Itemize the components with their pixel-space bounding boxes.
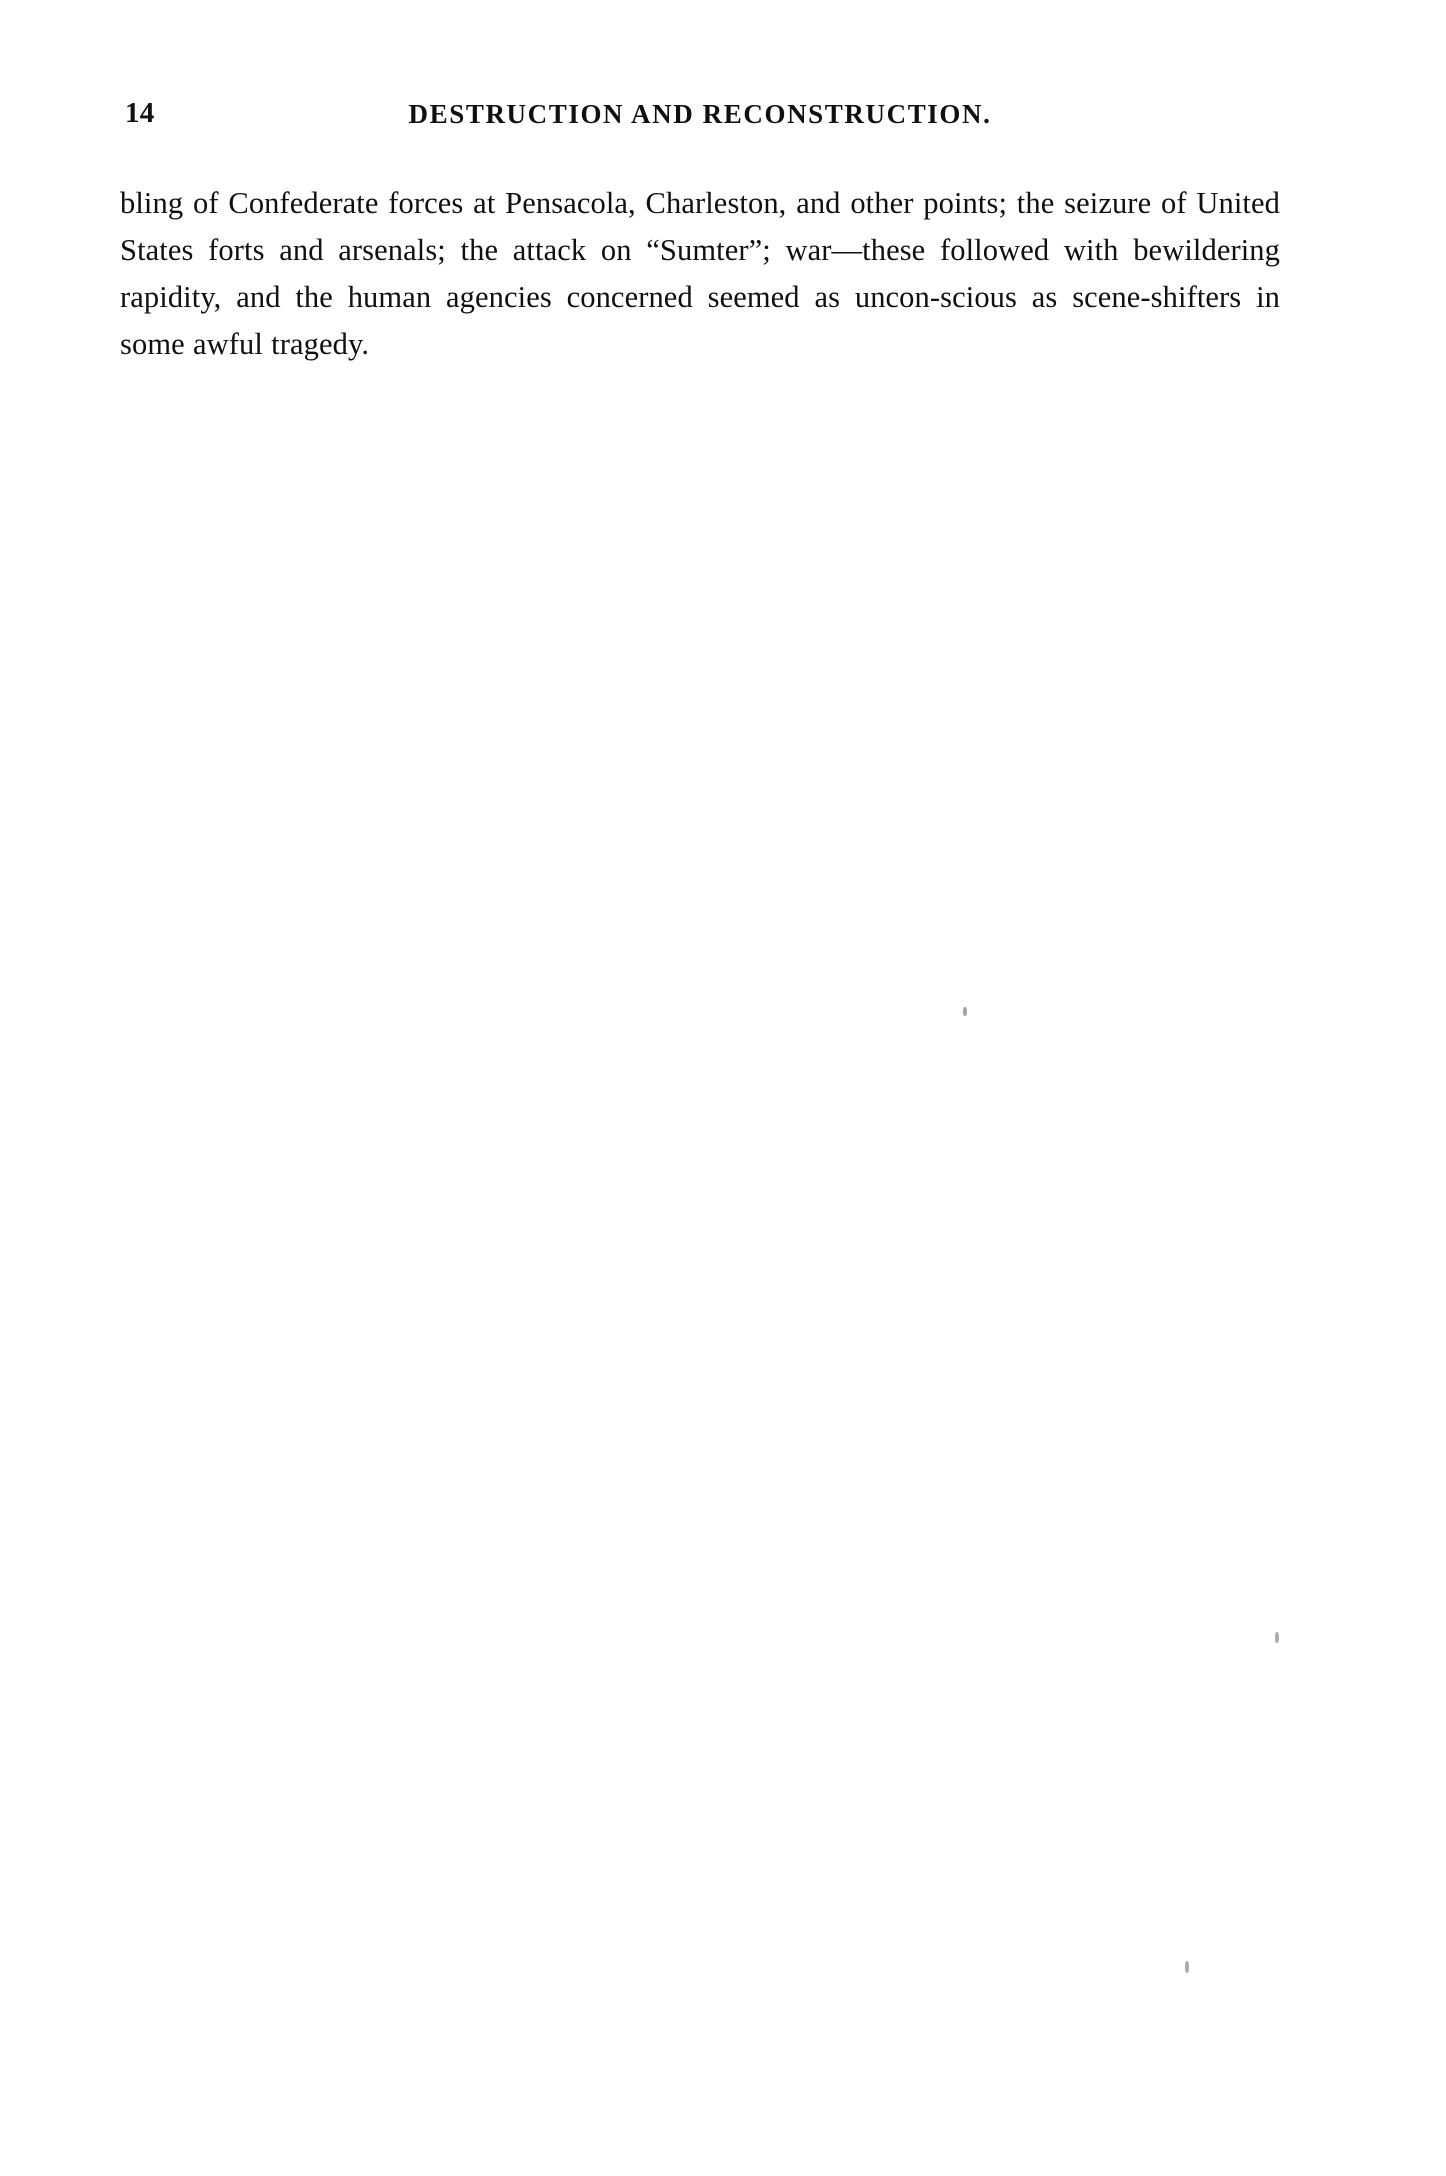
page-speck-icon: [963, 1007, 967, 1016]
page-speck-icon: [1275, 1632, 1279, 1643]
body-text-block: [120, 180, 1280, 368]
running-head: DESTRUCTION AND RECONSTRUCTION.: [408, 99, 992, 129]
paragraph: bling of Confederate forces at Pensacola, Charleston, and other points; the seizure of United States forts and arsenals; the attack on “Sumter”; war—these followed with bewildering rapidity, and the human agencies concerned seemed as uncon-scious as scene-shifters in some awful tragedy.: [120, 186, 1280, 361]
page-number: 14: [125, 97, 155, 129]
page-speck-icon: [1185, 1961, 1189, 1973]
page-header: [0, 96, 1446, 136]
